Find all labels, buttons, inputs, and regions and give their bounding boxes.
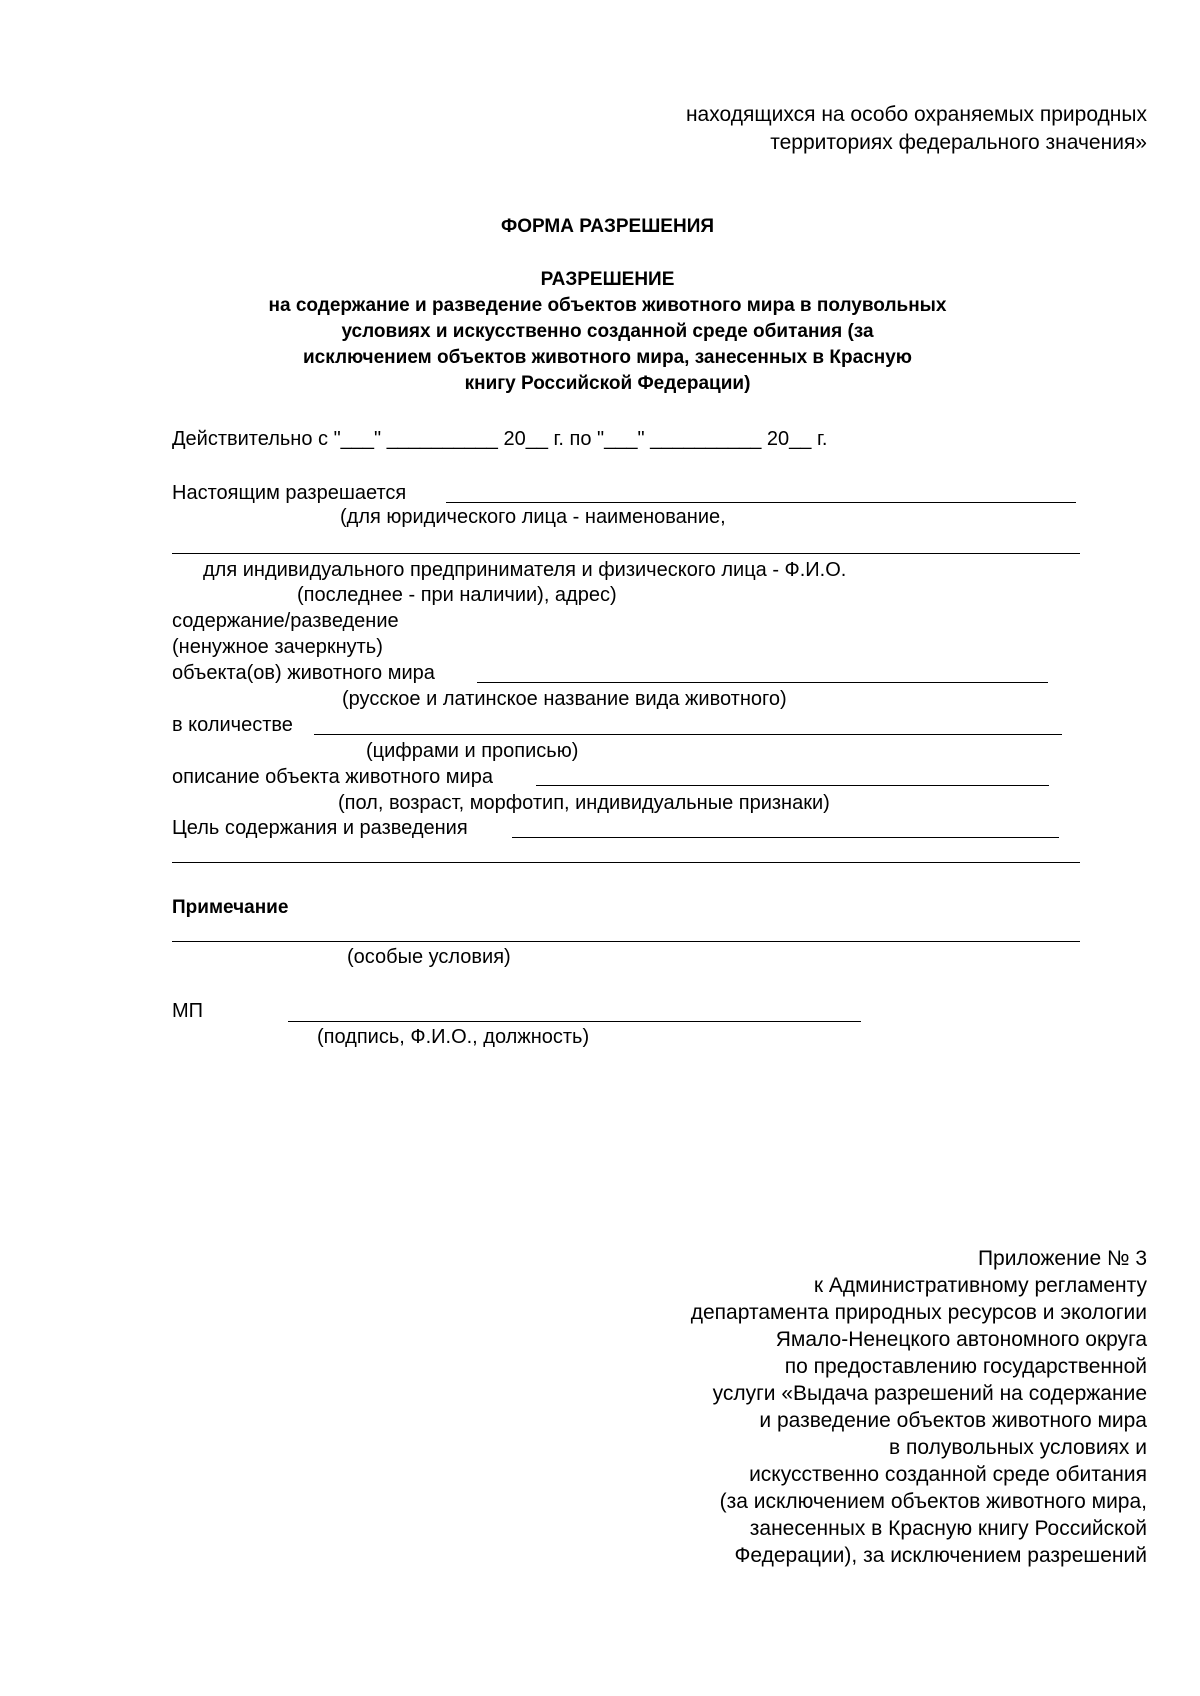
form-label: ФОРМА РАЗРЕШЕНИЯ [500,216,715,237]
appendix-line: по предоставлению государственной [784,1355,1147,1378]
purpose-line-2 [172,862,1080,863]
appendix-line: Приложение № 3 [977,1247,1147,1270]
legal-entity-hint: (для юридического лица - наименование, [340,506,726,528]
appendix-line: Федерации), за исключением разрешений [734,1544,1147,1567]
appendix-line: (за исключением объектов животного мира, [719,1490,1147,1513]
purpose-label: Цель содержания и разведения [172,817,468,839]
note-label: Примечание [172,897,289,918]
title-line: условиях и искусственно созданной среде обитания (за [341,321,874,342]
address-hint: (последнее - при наличии), адрес) [297,584,617,606]
title-line: книгу Российской Федерации) [464,373,751,394]
appendix-line: в полувольных условиях и [889,1436,1147,1459]
note-hint: (особые условия) [347,946,511,968]
animal-object-label: объекта(ов) животного мира [172,662,435,684]
title-main: РАЗРЕШЕНИЕ [540,269,675,290]
quantity-line [314,734,1062,735]
signature-line [288,1021,861,1022]
appendix-line: Ямало-Ненецкого автономного округа [775,1328,1147,1351]
title-line: на содержание и разведение объектов животного мира в полувольных [268,295,947,316]
appendix-line: искусственно созданной среде обитания [749,1463,1147,1486]
keeping-label: содержание/разведение [172,610,399,632]
quantity-hint: (цифрами и прописью) [366,740,579,762]
title-line: исключением объектов животного мира, занесенных в Красную [303,347,912,368]
note-line [172,941,1080,942]
quantity-label: в количестве [172,714,293,736]
animal-object-line [477,682,1048,683]
animal-object-hint: (русское и латинское название вида животного) [342,688,787,710]
description-line [536,785,1049,786]
description-hint: (пол, возраст, морфотип, индивидуальные признаки) [338,792,830,814]
keeping-hint: (ненужное зачеркнуть) [172,636,383,658]
appendix-line: департамента природных ресурсов и экологии [690,1301,1147,1324]
appendix-line: занесенных в Красную книгу Российской [749,1517,1147,1540]
header-line: находящихся на особо охраняемых природных [685,103,1147,126]
permit-holder-line [446,502,1076,503]
appendix-line: услуги «Выдача разрешений на содержание [712,1382,1147,1405]
description-label: описание объекта животного мира [172,766,493,788]
header-line: территориях федерального значения» [770,131,1147,154]
purpose-line [512,837,1059,838]
permit-holder-line-2 [172,553,1080,554]
appendix-line: и разведение объектов животного мира [759,1409,1147,1432]
signature-hint: (подпись, Ф.И.О., должность) [317,1026,590,1048]
appendix-line: к Административному регламенту [813,1274,1147,1297]
stamp-label: МП [172,1000,204,1022]
permit-holder-label: Настоящим разрешается [172,482,407,504]
individual-hint: для индивидуального предпринимателя и физического лица - Ф.И.О. [203,559,847,581]
validity-period: Действительно с "___" __________ 20__ г. по "___" __________ 20__ г. [172,428,828,450]
